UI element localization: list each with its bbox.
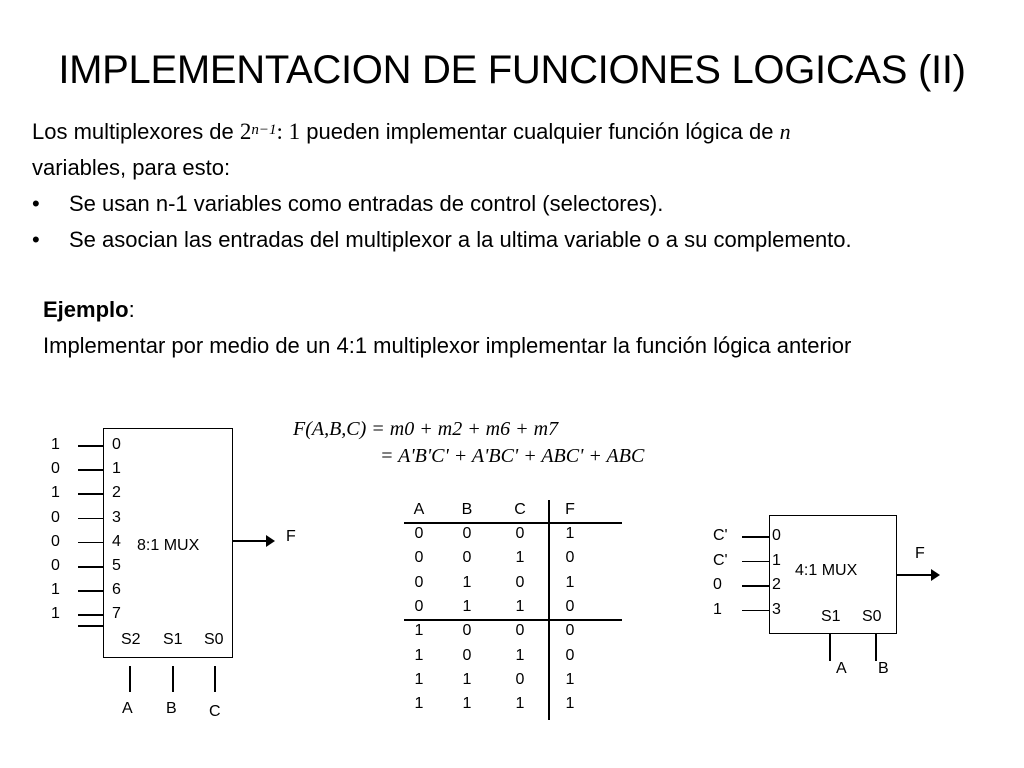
mux8-input-wire xyxy=(78,542,103,544)
mux8-selector-input: B xyxy=(166,700,177,717)
mux8-input-value: 0 xyxy=(51,460,60,478)
truth-table-cell: 1 xyxy=(414,622,424,640)
mux4-output-label: F xyxy=(915,545,925,562)
mux8-selector-label: S1 xyxy=(163,631,183,648)
truth-table-cell: 0 xyxy=(414,573,424,591)
truth-table-cell: 0 xyxy=(565,597,575,615)
truth-table-header: B xyxy=(461,501,473,518)
truth-table-cell: 0 xyxy=(462,622,472,640)
slide-title: IMPLEMENTACION DE FUNCIONES LOGICAS (II) xyxy=(58,48,966,92)
mux4-input-value: C' xyxy=(713,551,728,569)
truth-table-cell: 1 xyxy=(462,573,472,591)
mux8-input-value: 1 xyxy=(51,484,60,502)
bullet-list xyxy=(32,186,992,258)
mux8-input-wire xyxy=(78,518,103,520)
mux8-input-wire xyxy=(78,566,103,568)
mux8-input-wire xyxy=(78,445,103,447)
truth-table-cell: 0 xyxy=(414,597,424,615)
mux8-input-value: 0 xyxy=(51,508,60,526)
mux8-selector-input: C xyxy=(209,703,221,720)
mux4-input-value: 0 xyxy=(713,576,722,593)
intro-line2: variables, para esto: xyxy=(32,155,231,180)
truth-table-cell: 1 xyxy=(462,597,472,615)
bullet-dot: • xyxy=(32,227,40,252)
truth-table-cell: 1 xyxy=(414,695,424,713)
bullet-item xyxy=(32,186,992,222)
mux8-input-value: 1 xyxy=(51,581,60,599)
mux4-selector-input: B xyxy=(878,660,889,677)
truth-table-cell: 1 xyxy=(565,573,575,591)
mux4-input-index: 1 xyxy=(772,551,781,569)
truth-table-cell: 1 xyxy=(414,670,424,688)
math-base: 2 xyxy=(239,119,252,144)
example-label: Ejemplo xyxy=(43,297,129,322)
example-colon: : xyxy=(128,297,135,322)
intro-text xyxy=(32,114,992,258)
truth-table-cell: 1 xyxy=(565,695,575,713)
bullet-text: Se usan n-1 variables como entradas de control (selectores). xyxy=(69,191,664,216)
mux8-input-wire xyxy=(78,590,103,592)
mux8-selector-wire xyxy=(214,666,216,692)
truth-table-cell: 1 xyxy=(565,525,575,542)
truth-table-header: C xyxy=(514,501,526,518)
mux8-selector-label: S2 xyxy=(121,631,141,648)
mux8-input-index: 1 xyxy=(112,460,121,478)
truth-table-cell: 1 xyxy=(515,549,525,567)
mux-size-expression xyxy=(240,119,300,144)
truth-table-output-separator xyxy=(548,500,550,720)
truth-table-cell: 0 xyxy=(515,525,525,542)
intro-text-before: Los multiplexores de xyxy=(32,119,240,144)
mux4-selector-input: A xyxy=(836,660,847,677)
mux8-output-label: F xyxy=(286,528,296,545)
truth-table-cell: 1 xyxy=(515,597,525,615)
mux8-input-value: 0 xyxy=(51,532,60,550)
mux4-input-index: 0 xyxy=(772,527,781,544)
truth-table-header: F xyxy=(565,501,575,518)
mux4-input-wire xyxy=(742,610,769,612)
truth-table-cell: 1 xyxy=(414,646,424,664)
truth-table-cell: 1 xyxy=(515,695,525,713)
mux4-selector-label: S0 xyxy=(862,608,882,625)
mux8-selector-wire xyxy=(172,666,174,692)
example-text: Implementar por medio de un 4:1 multiplexor implementar la función lógica anterior xyxy=(43,333,852,358)
mux8-selector-label: S0 xyxy=(204,631,224,648)
truth-table-cell: 0 xyxy=(565,549,575,567)
truth-table-cell: 0 xyxy=(462,525,472,542)
mux8-input-value: 0 xyxy=(51,557,60,574)
math-tail: : 1 xyxy=(276,119,301,144)
mux4-selector-wire xyxy=(875,634,877,661)
math-exponent: n−1 xyxy=(251,122,277,138)
mux4-selector-wire xyxy=(829,634,831,661)
mux4-input-wire xyxy=(742,536,769,538)
intro-paragraph xyxy=(32,114,992,186)
mux4-input-index: 3 xyxy=(772,600,781,618)
truth-table-cell: 0 xyxy=(414,549,424,567)
mux4-input-value: 1 xyxy=(713,600,722,618)
truth-table-group-rule xyxy=(404,619,622,621)
mux8-input-index: 5 xyxy=(112,557,121,574)
mux4-input-index: 2 xyxy=(772,576,781,593)
mux8-input-wire xyxy=(78,614,103,616)
mux8-output-arrow xyxy=(266,535,275,547)
bullet-dot: • xyxy=(32,191,40,216)
truth-table-cell: 1 xyxy=(565,670,575,688)
truth-table-cell: 1 xyxy=(462,695,472,713)
example-paragraph xyxy=(43,292,983,364)
mux8-selector-wire xyxy=(129,666,131,692)
mux4-output-arrow xyxy=(931,569,940,581)
formula-line2: = A'B'C' + A'BC' + ABC' + ABC xyxy=(380,445,645,467)
truth-table-cell: 0 xyxy=(515,573,525,591)
mux4-output-wire xyxy=(897,574,933,576)
truth-table-cell: 0 xyxy=(565,622,575,640)
truth-table-header: A xyxy=(413,501,425,518)
truth-table-cell: 0 xyxy=(462,549,472,567)
mux8-input-index: 2 xyxy=(112,484,121,502)
mux8-selector-input: A xyxy=(122,700,133,717)
truth-table-cell: 0 xyxy=(414,525,424,542)
example-block xyxy=(43,292,983,364)
variable-n: n xyxy=(779,119,791,144)
mux4-selector-label: S1 xyxy=(821,608,841,625)
mux8-input-wire xyxy=(78,469,103,471)
truth-table-cell: 1 xyxy=(515,646,525,664)
truth-table-cell: 0 xyxy=(565,646,575,664)
mux4-input-wire xyxy=(742,561,769,563)
mux8-input-value: 1 xyxy=(51,436,60,453)
truth-table-header-rule xyxy=(404,522,622,524)
mux4-input-value: C' xyxy=(713,527,728,544)
mux8-input-value: 1 xyxy=(51,605,60,623)
mux8-input-index: 3 xyxy=(112,508,121,526)
truth-table-cell: 0 xyxy=(515,670,525,688)
mux-8to1-label: 8:1 MUX xyxy=(137,537,200,554)
formula-line1: F(A,B,C) = m0 + m2 + m6 + m7 xyxy=(293,418,559,440)
mux8-input-index: 0 xyxy=(112,436,121,453)
bullet-item xyxy=(32,222,992,258)
mux8-input-wire xyxy=(78,625,103,627)
mux8-output-wire xyxy=(233,540,268,542)
intro-text-after: pueden implementar cualquier función lógica de xyxy=(300,119,780,144)
mux-4to1-label: 4:1 MUX xyxy=(795,562,858,579)
truth-table-cell: 0 xyxy=(515,622,525,640)
mux8-input-index: 6 xyxy=(112,581,121,599)
mux8-input-index: 7 xyxy=(112,605,121,623)
truth-table-cell: 0 xyxy=(462,646,472,664)
mux8-input-wire xyxy=(78,493,103,495)
mux4-input-wire xyxy=(742,585,769,587)
truth-table-cell: 1 xyxy=(462,670,472,688)
bullet-text: Se asocian las entradas del multiplexor a la ultima variable o a su complemento. xyxy=(69,227,852,252)
mux8-input-index: 4 xyxy=(112,532,121,550)
